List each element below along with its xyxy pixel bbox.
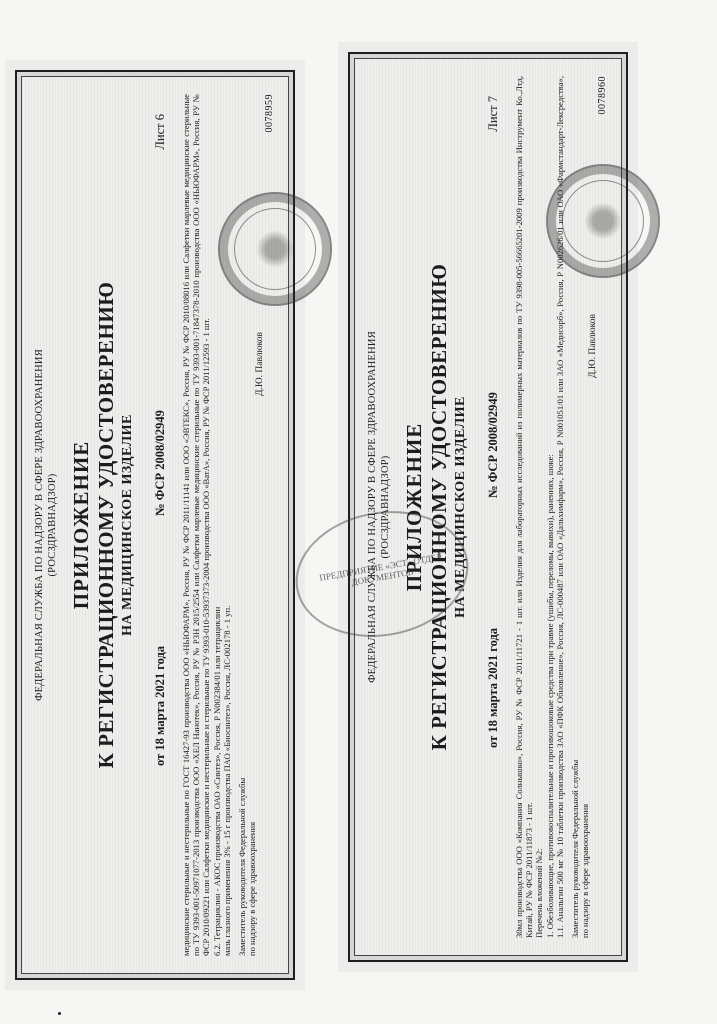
document-subtitle: К РЕГИСТРАЦИОННОМУ УДОСТОВЕРЕНИЮ — [94, 281, 118, 769]
agency-abbreviation: (РОСЗДРАВНАДЗОР) — [47, 473, 58, 577]
certificate-page-sheet-7 — [338, 42, 638, 972]
document-subtitle-2: НА МЕДИЦИНСКОЕ ИЗДЕЛИЕ — [453, 396, 468, 618]
page-border-frame — [15, 70, 295, 980]
page-header — [366, 76, 469, 938]
official-stamp — [546, 164, 660, 278]
document-meta — [153, 114, 171, 916]
document-title: ПРИЛОЖЕНИЕ — [402, 422, 426, 592]
form-serial-number: 0078960 — [597, 76, 608, 115]
body-paragraph: 30мл производства ООО «Компания Солнышко», Россия, РУ № ФСР 2011/11721 - 1 шт. или Изделия для лабораторных исследований из полимерных материалов по ТУ 9398-005-56665201-2009 производства Инструмент Ко.,Лтд, Китай, РУ № ФСР 2011/11873 - 1 шт. — [514, 76, 535, 938]
signatory-name: Д.Ю. Павлюков — [255, 331, 265, 396]
page-border-frame — [348, 52, 628, 962]
document-subtitle: К РЕГИСТРАЦИОННОМУ УДОСТОВЕРЕНИЮ — [427, 263, 451, 751]
form-serial-number: 0078959 — [264, 94, 275, 133]
agency-name: ФЕДЕРАЛЬНАЯ СЛУЖБА ПО НАДЗОРУ В СФЕРЕ ЗДРАВООХРАНЕНИЯ — [34, 349, 45, 701]
body-paragraph: 1.1. Анальгин 500 мг № 10 таблетки производства ЗАО «ПФК Обновление», Россия, ЛС-000487 или ОАО «Дальхимфарм», Россия, Р N001051/01 или ЗАО «Медисорб», Россия, Р N002626/01 или ОАО «Фармстандарт-Лексредства», — [554, 76, 565, 938]
agency-name: ФЕДЕРАЛЬНАЯ СЛУЖБА ПО НАДЗОРУ В СФЕРЕ ЗДРАВООХРАНЕНИЯ — [367, 331, 378, 683]
body-paragraph: 1. Обезболивающие, противовоспалительные и противошоковые средства при травме (ушибы, переломы, вывихи), ранениях, шоке: — [544, 454, 555, 938]
body-paragraph: мазь глазного применения 3% - 15 г производства ПАО «Биосинтез», Россия, ЛС-002178 - 1 уп. — [221, 605, 232, 956]
document-title: ПРИЛОЖЕНИЕ — [69, 440, 93, 610]
stamp-emblem-icon — [253, 227, 297, 271]
body-paragraph: Перечень вложений №2: — [534, 848, 545, 938]
body-paragraph: медицинские стерильные и нестерильные по ГОСТ 16427-93 производства ООО «НЬЮФАРМ», Россия, РУ № ФСР 2011/11141 или ООО «ЭВТЕКС», Россия, РУ № ФСР 2010/08016 или Салфетки марлевые медицинские стерильные по ТУ 9393-001-50971077-2013 производства ООО «ХЕЛ Нанотек», Россия, РУ № РЗН 2015/2554 или Салфетки марлевые медицинские стерильные по ТУ 9393-001-71847378-2010 производства ООО «НЬЮФАРМ», Россия, РУ № ФСР 2010/09221 или Салфетки медицинские и нестерильные и стерильные по ТУ 9393-010-53937373-2004 производства ООО «ВатА», Россия, РУ № ФСР 2011/12593 - 1 шт. — [181, 94, 212, 956]
signatory-title — [570, 518, 590, 938]
page-content — [33, 94, 279, 956]
signatory-title-line: по надзору в сфере здравоохранения — [247, 821, 258, 956]
document-date: от 18 марта 2021 года — [153, 645, 167, 766]
document-meta — [486, 96, 504, 898]
document-subtitle-2: НА МЕДИЦИНСКОЕ ИЗДЕЛИЕ — [120, 414, 135, 636]
scan-speck — [58, 1012, 61, 1015]
signatory-title-line: Заместитель руководителя Федеральной службы — [237, 777, 247, 956]
document-date: от 18 марта 2021 года — [486, 627, 500, 748]
signatory-name: Д.Ю. Павлюков — [588, 313, 598, 378]
certificate-page-sheet-6 — [5, 60, 305, 990]
seal-text: ПРЕДПРИЯТИЕ «ЭСТ» ОТДЕЛ ДОКУМЕНТОВ — [318, 551, 443, 588]
sheet-number: Лист 6 — [153, 114, 167, 150]
document-number: № ФСР 2008/02949 — [153, 410, 167, 516]
signatory-title-line: по надзору в сфере здравоохранения — [580, 803, 591, 938]
sheet-number: Лист 7 — [486, 96, 500, 132]
document-number: № ФСР 2008/02949 — [486, 392, 500, 498]
signatory-title-line: Заместитель руководителя Федеральной службы — [570, 759, 580, 938]
official-stamp — [218, 192, 332, 306]
body-paragraph: 6.2. Тетрациклин - АКОС производства ОАО «Синтез», Россия, Р N002384/01 или тетрациклин — [211, 606, 222, 956]
stamp-emblem-icon — [581, 199, 625, 243]
agency-abbreviation: (РОСЗДРАВНАДЗОР) — [380, 455, 391, 559]
page-content — [366, 76, 612, 938]
signatory-title — [237, 536, 257, 956]
page-header — [33, 94, 136, 956]
